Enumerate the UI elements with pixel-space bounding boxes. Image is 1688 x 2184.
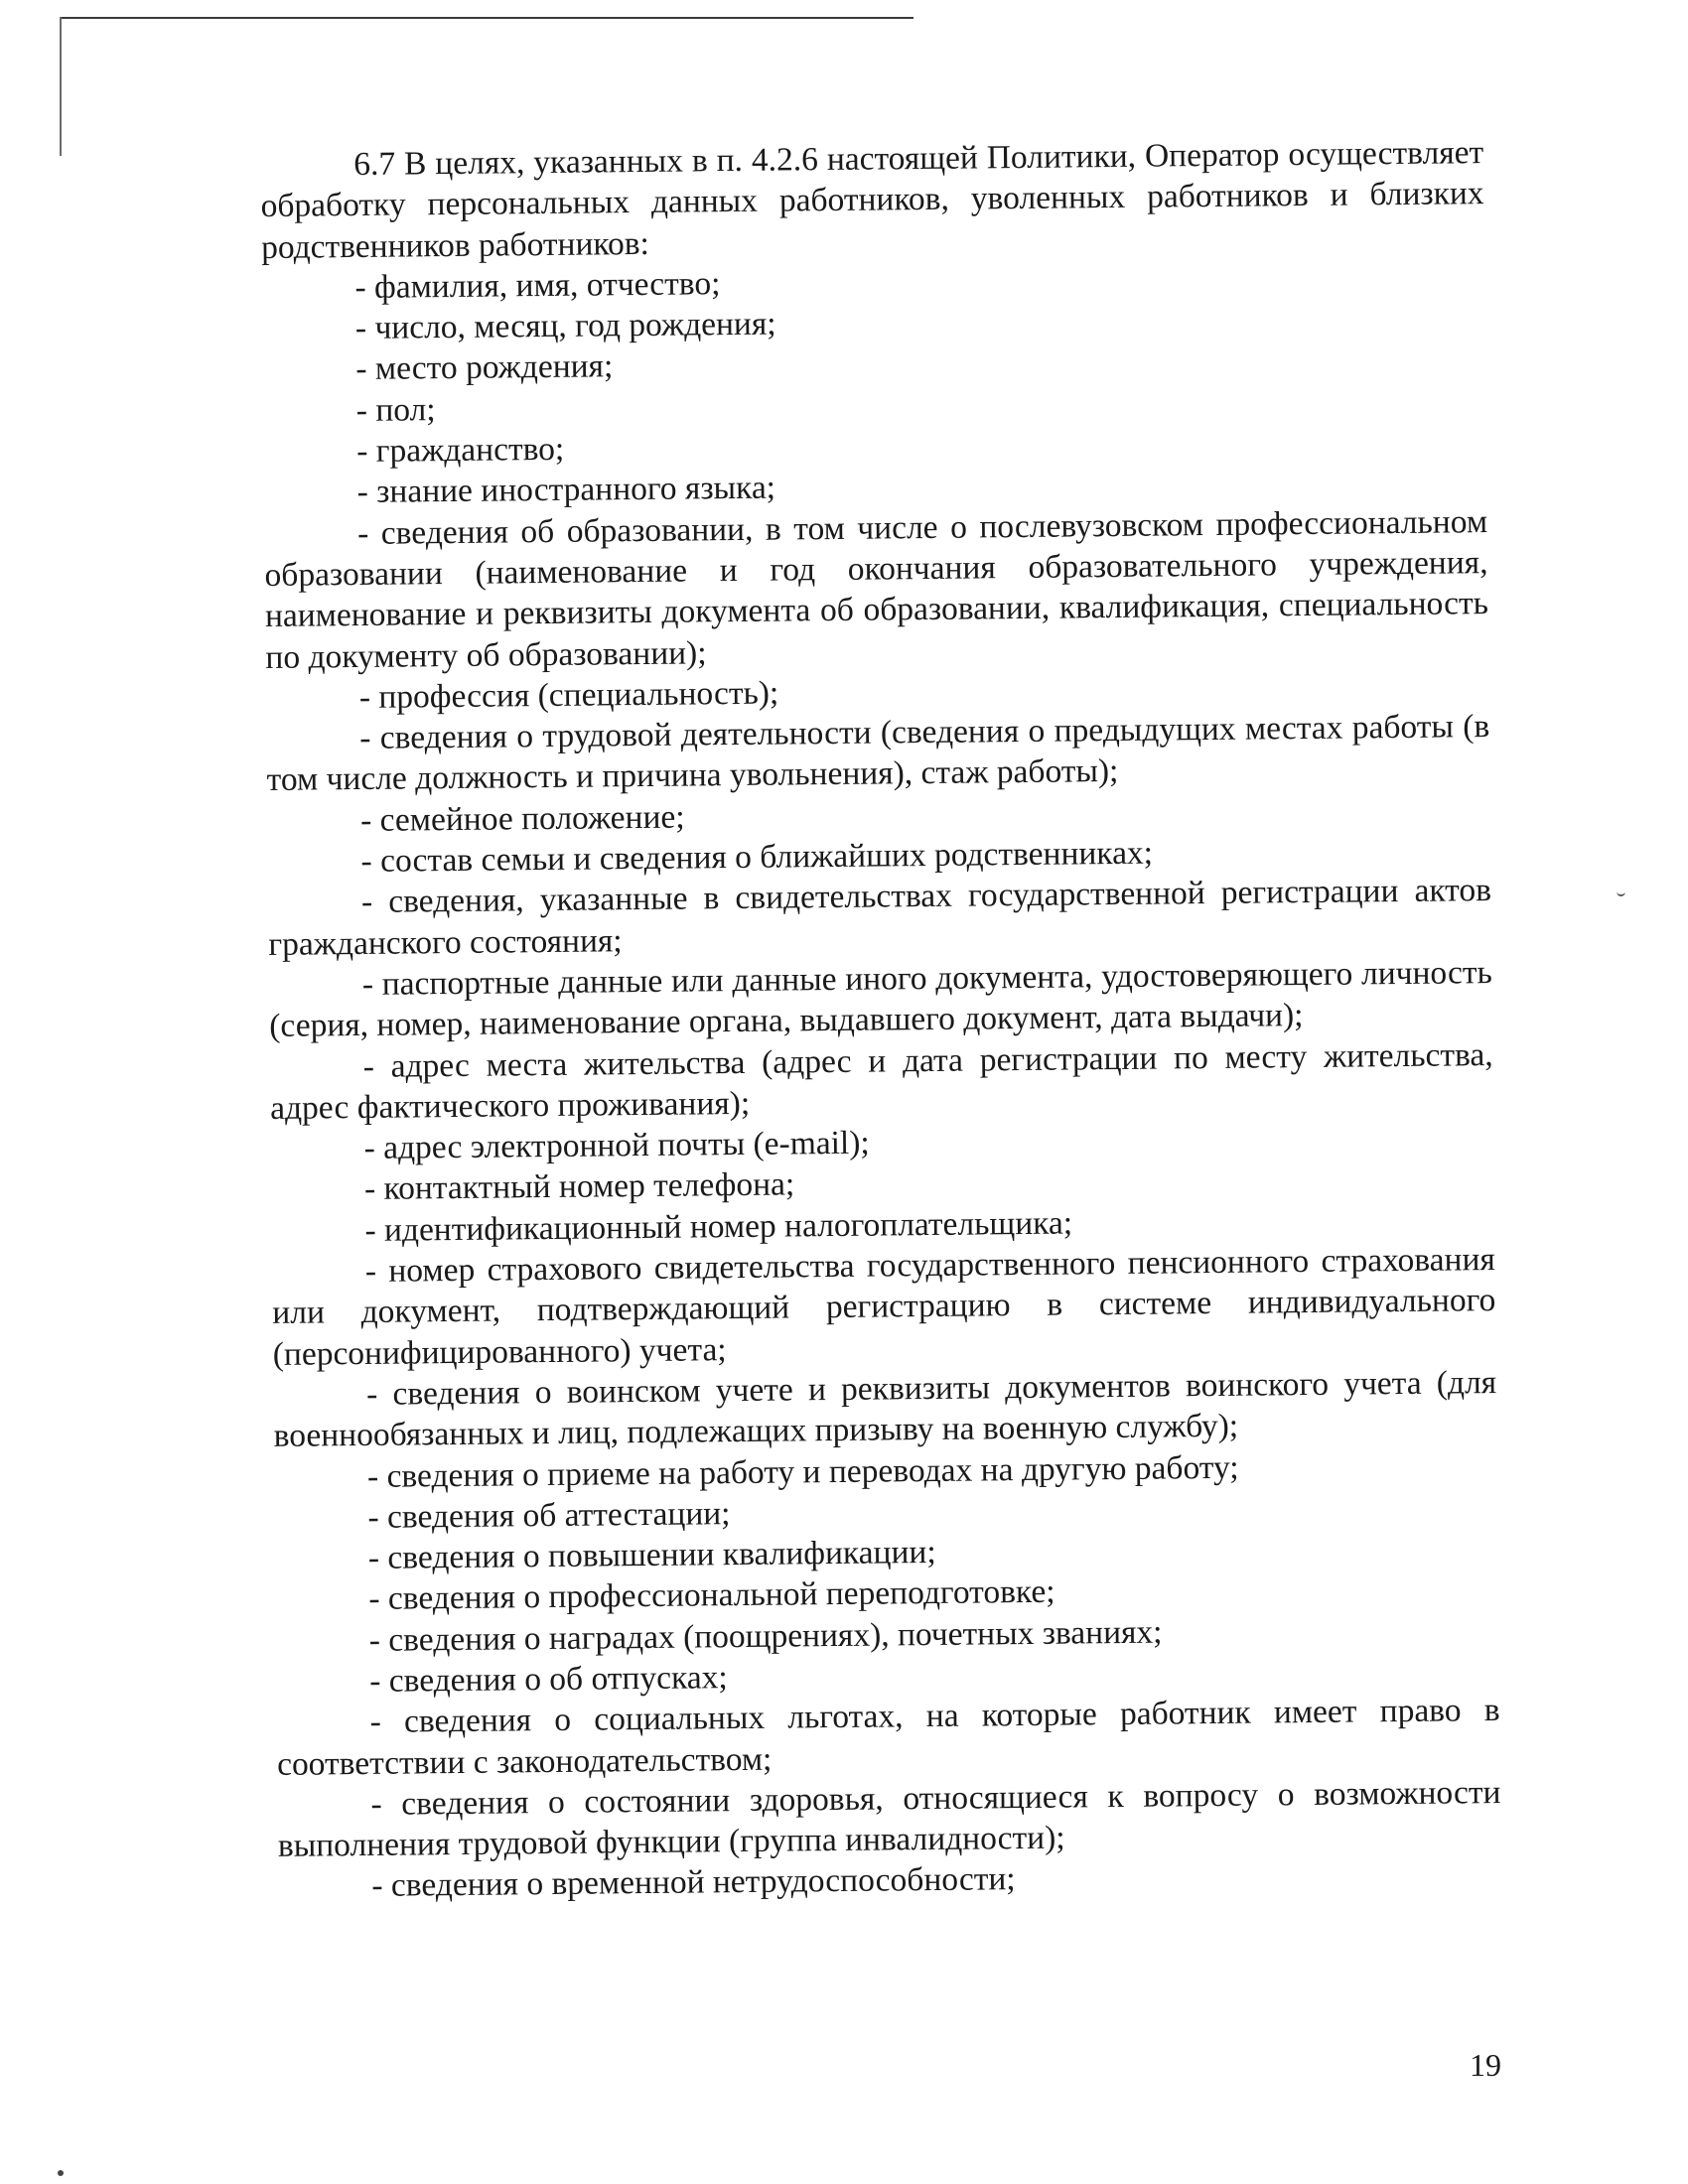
list-item: - число, месяц, год рождения; — [354, 305, 776, 347]
scan-corner-mark — [58, 2170, 64, 2176]
list-item: - сведения о состоянии здоровья, относящиеся к вопросу о возможности выполнения трудовой функции (группа инвалидности); — [277, 1773, 1501, 1865]
list-item: - сведения о повышении квалификации; — [367, 1534, 936, 1577]
scan-edge-top — [60, 17, 914, 19]
list-item: - знание иностранного языка; — [356, 469, 776, 511]
list-item: - профессия (специальность); — [358, 674, 779, 716]
list-item: - сведения о профессиональной переподготовке; — [368, 1573, 1055, 1618]
page-number: 19 — [1470, 2047, 1501, 2083]
list-item: - сведения о социальных льготах, на которые работник имеет право в соответствии с законодательством; — [276, 1692, 1500, 1783]
list-item: - сведения об аттестации; — [367, 1494, 731, 1536]
list-item: - семейное положение; — [359, 798, 685, 839]
list-item: - идентификационный номер налогоплательщика; — [364, 1204, 1073, 1249]
scan-edge-left — [60, 17, 62, 156]
scan-speck — [1617, 891, 1625, 896]
list-item: - сведения, указанные в свидетельствах государственной регистрации актов гражданского состояния; — [268, 872, 1492, 963]
list-item: - место рождения; — [355, 347, 614, 388]
list-item: - сведения о об отпусках; — [369, 1659, 728, 1700]
document-body — [260, 132, 1502, 1908]
list-item: - сведения о наградах (поощрениях), почетных званиях; — [368, 1613, 1163, 1659]
intro-paragraph: 6.7 В целях, указанных в п. 4.2.6 настоящей Политики, Оператор осуществляет обработку персональных данных работников, уволенных работников и близких родственников работников: — [260, 134, 1484, 266]
list-item: - номер страхового свидетельства государственного пенсионного страхования или документ, подтверждающий регистрацию в системе индивидуального (персонифицированного) учета; — [272, 1241, 1496, 1373]
list-item: - гражданство; — [356, 430, 565, 471]
list-item: - сведения о временной нетрудоспособности; — [371, 1860, 1016, 1905]
list-item: - адрес электронной почты (e-mail); — [363, 1124, 870, 1167]
list-item: - состав семьи и сведения о ближайших родственниках; — [360, 834, 1154, 881]
list-item: - пол; — [355, 390, 436, 429]
list-item: - сведения об образовании, в том числе о послевузовском профессиональном образовании (наименование и год окончания образовательного учреждения, наименование и реквизиты документа об образовании, квалификация, специальность по документу об образовании); — [264, 502, 1489, 676]
list-item: - фамилия, имя, отчество; — [354, 265, 721, 306]
list-item: - паспортные данные или данные иного документа, удостоверяющего личность (серия, номер, наименование органа, выдавшего документ, дата выдачи); — [269, 953, 1492, 1045]
list-item: - сведения о приеме на работу и переводах на другую работу; — [366, 1448, 1239, 1495]
list-item: - контактный номер телефона; — [363, 1165, 795, 1208]
list-item: - адрес места жительства (адрес и дата регистрации по месту жительства, адрес фактического проживания); — [269, 1035, 1493, 1127]
list-item: - сведения о воинском учете и реквизиты документов воинского учета (для военнообязанных и лиц, подлежащих призыву на военную службу); — [273, 1363, 1497, 1455]
list-item: - сведения о трудовой деятельности (сведения о предыдущих местах работы (в том числе должность и причина увольнения), стаж работы); — [266, 708, 1490, 799]
